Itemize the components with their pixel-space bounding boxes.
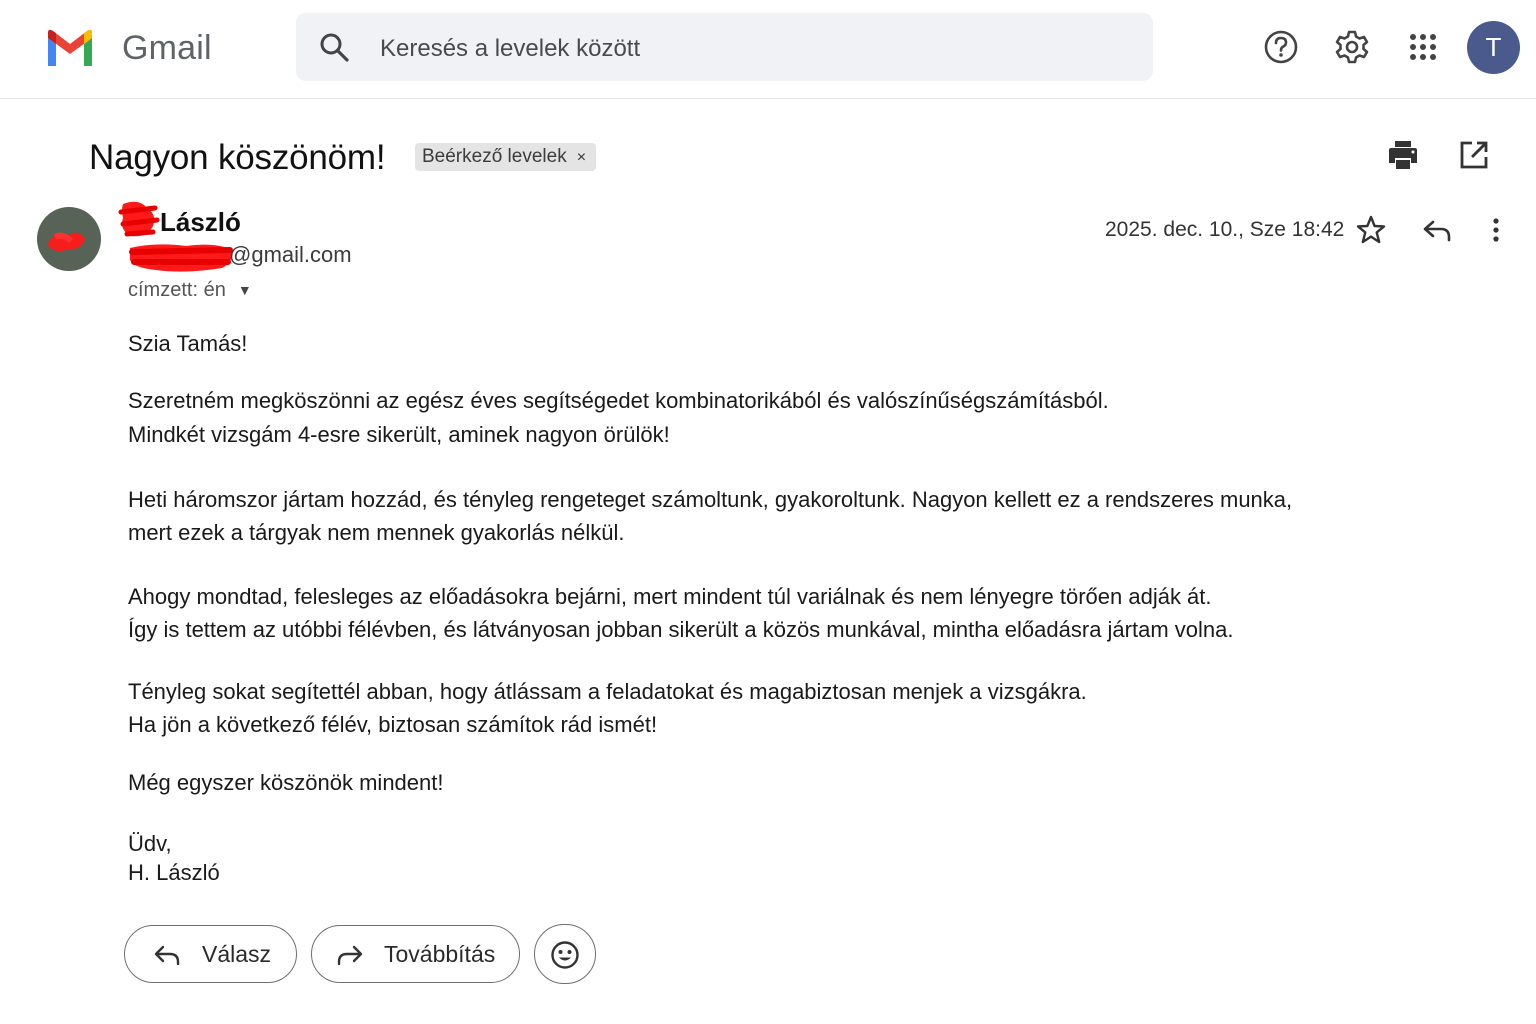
body-p3-line2: Így is tettem az utóbbi félévben, és látványosan jobban sikerült a közös munkával, mintha előadásra jártam volna.	[128, 617, 1234, 642]
email-subject: Nagyon köszönöm!	[89, 138, 386, 177]
message-date: 2025. dec. 10., Sze 18:42	[1105, 218, 1345, 241]
body-p4-line2: Ha jön a következő félév, biztosan számítok rád ismét!	[128, 712, 658, 737]
help-icon[interactable]	[1262, 28, 1300, 66]
emoji-smile-icon	[550, 940, 580, 970]
body-p1-line2: Mindkét vizsgám 4-esre sikerült, aminek nagyon örülök!	[128, 422, 670, 447]
open-in-new-window-icon[interactable]	[1457, 138, 1491, 172]
body-greeting: Szia Tamás!	[128, 331, 248, 356]
reply-icon[interactable]	[1421, 214, 1453, 246]
body-p2-line2: mert ezek a tárgyak nem mennek gyakorlás nélkül.	[128, 520, 625, 545]
apps-grid-icon[interactable]	[1404, 28, 1442, 66]
recipients-toggle[interactable]	[128, 277, 252, 303]
body-closing: Még egyszer köszönök mindent!	[128, 770, 444, 795]
forward-arrow-icon	[336, 942, 364, 968]
forward-button[interactable]	[311, 925, 520, 983]
reply-button-label: Válasz	[202, 941, 272, 967]
body-signature: H. László	[128, 860, 220, 885]
body-p4-line1: Tényleg sokat segítettél abban, hogy átlássam a feladatokat és magabiztosan menjek a vizsgákra.	[128, 679, 1087, 704]
search-icon[interactable]	[318, 31, 350, 63]
reply-button[interactable]	[124, 925, 297, 983]
star-icon[interactable]	[1355, 214, 1387, 246]
recipients-text: címzett: én	[128, 279, 226, 301]
sender-email: @gmail.com	[229, 242, 352, 267]
top-bar	[0, 0, 1536, 99]
print-icon[interactable]	[1386, 138, 1420, 172]
body-p1-line1: Szeretném megköszönni az egész éves segítségedet kombinatorikából és valószínűségszámításból.	[128, 388, 1109, 413]
dropdown-caret-icon[interactable]: ▼	[237, 282, 252, 298]
forward-button-label: Továbbítás	[384, 941, 496, 967]
sender-avatar	[37, 207, 101, 271]
gmail-logo-icon[interactable]	[44, 28, 96, 68]
redaction-scribble-icon	[37, 207, 101, 271]
body-p3-line1: Ahogy mondtad, felesleges az előadásokra bejárni, mert mindent túl variálnak és nem lényegre törően adják át.	[128, 584, 1212, 609]
emoji-reaction-button[interactable]	[534, 924, 596, 984]
inbox-label-chip[interactable]	[415, 143, 596, 171]
settings-gear-icon[interactable]	[1333, 28, 1371, 66]
more-options-icon[interactable]	[1480, 214, 1512, 246]
remove-label-icon[interactable]: ×	[576, 149, 587, 166]
body-p2-line1: Heti háromszor jártam hozzád, és tényleg rengeteget számoltunk, gyakoroltunk. Nagyon kellett ez a rendszeres munka,	[128, 487, 1293, 512]
label-text: Beérkező levelek	[422, 146, 567, 167]
reply-arrow-icon	[153, 942, 181, 968]
sender-name[interactable]: László	[160, 207, 241, 237]
account-avatar[interactable]: T	[1467, 21, 1520, 74]
search-input[interactable]	[378, 26, 1122, 72]
body-signoff: Üdv,	[128, 831, 172, 856]
redaction-scribble-icon	[126, 238, 236, 274]
gmail-wordmark: Gmail	[122, 29, 212, 67]
